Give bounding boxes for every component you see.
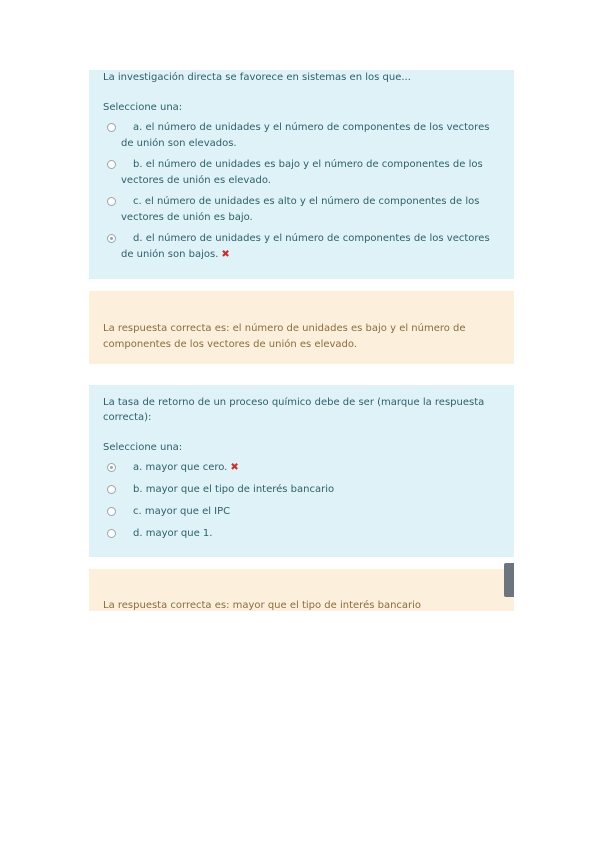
option-label: b. el número de unidades es bajo y el número de componentes de los vectores de unión es elevado. bbox=[121, 159, 483, 186]
radio-checked-icon[interactable] bbox=[107, 463, 116, 472]
radio-icon[interactable] bbox=[107, 529, 116, 538]
question-1-option-b[interactable] bbox=[103, 157, 500, 189]
option-label: c. el número de unidades es alto y el número de componentes de los vectores de unión es bajo. bbox=[121, 196, 480, 223]
incorrect-x-icon: ✖ bbox=[221, 249, 230, 260]
question-2-card bbox=[89, 385, 514, 557]
feedback-1-text: La respuesta correcta es: el número de unidades es bajo y el número de componentes de los vectores de unión es elevado. bbox=[103, 323, 466, 350]
question-2-option-a[interactable] bbox=[103, 460, 500, 476]
question-1-text: La investigación directa se favorece en sistemas en los que... bbox=[103, 72, 411, 83]
option-label: c. mayor que el IPC bbox=[133, 506, 231, 517]
question-2-option-c[interactable] bbox=[103, 504, 500, 520]
incorrect-x-icon: ✖ bbox=[230, 462, 239, 473]
option-label: d. mayor que 1. bbox=[133, 528, 213, 539]
question-1-option-c[interactable] bbox=[103, 194, 500, 226]
feedback-2-card bbox=[89, 569, 514, 611]
question-1-card bbox=[89, 70, 514, 279]
question-1-option-a[interactable] bbox=[103, 120, 500, 152]
radio-icon[interactable] bbox=[107, 485, 116, 494]
option-label: d. el número de unidades y el número de componentes de los vectores de unión son bajos. bbox=[121, 233, 490, 260]
option-label: a. mayor que cero. bbox=[133, 462, 228, 473]
question-2-select-label: Seleccione una: bbox=[103, 442, 183, 453]
scrollbar-handle[interactable] bbox=[504, 563, 514, 597]
feedback-1-card bbox=[89, 291, 514, 364]
radio-icon[interactable] bbox=[107, 507, 116, 516]
question-2-option-d[interactable] bbox=[103, 526, 500, 542]
feedback-2-text: La respuesta correcta es: mayor que el tipo de interés bancario bbox=[103, 600, 422, 611]
option-label: a. el número de unidades y el número de componentes de los vectores de unión son elevados. bbox=[121, 122, 490, 149]
option-label: b. mayor que el tipo de interés bancario bbox=[133, 484, 335, 495]
radio-icon[interactable] bbox=[107, 197, 116, 206]
question-1-select-label: Seleccione una: bbox=[103, 102, 183, 113]
radio-icon[interactable] bbox=[107, 160, 116, 169]
question-2-option-b[interactable] bbox=[103, 482, 500, 498]
radio-checked-icon[interactable] bbox=[107, 234, 116, 243]
radio-icon[interactable] bbox=[107, 123, 116, 132]
question-2-text: La tasa de retorno de un proceso químico debe de ser (marque la respuesta correcta): bbox=[103, 397, 485, 423]
question-1-option-d[interactable] bbox=[103, 231, 500, 263]
